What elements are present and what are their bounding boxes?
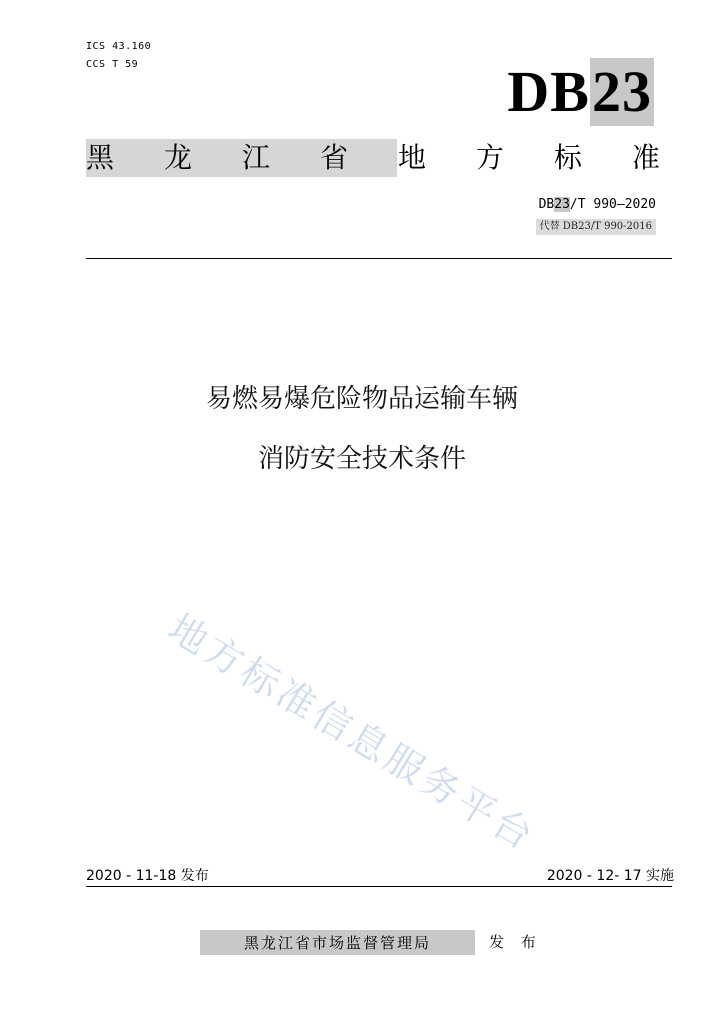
db-logo	[507, 58, 654, 126]
ccs-code: CCS T 59	[86, 59, 139, 70]
standard-type-char: 省	[319, 141, 348, 174]
standard-type-char: 江	[241, 141, 270, 174]
footer-divider	[86, 886, 672, 887]
standard-number-province: 23	[554, 197, 570, 212]
logo-number: 23	[592, 59, 652, 124]
classification-codes	[86, 38, 151, 74]
standard-type-text	[86, 139, 660, 177]
implement-date: 2020 - 12- 17 实施	[546, 868, 674, 884]
document-title-line2: 消防安全技术条件	[257, 444, 466, 474]
replaces-note: 代替 DB23/T 990-2016	[536, 219, 656, 235]
issue-label: 发 布	[489, 933, 542, 951]
standard-type-char: 方	[475, 141, 504, 174]
standard-type-char: 地	[397, 141, 426, 174]
standard-number	[539, 196, 656, 214]
issuing-authority: 黑龙江省市场监督管理局	[200, 930, 475, 955]
standard-type-banner	[86, 139, 660, 177]
document-title-line1: 易燃易爆危险物品运输车辆	[205, 384, 518, 414]
standard-type-char: 黑	[86, 141, 115, 174]
standard-number-suffix: /T 990—2020	[569, 197, 656, 212]
standard-type-char: 准	[631, 141, 660, 174]
standard-number-prefix: DB	[538, 197, 555, 212]
watermark-text: 地方标准信息服务平台	[160, 605, 544, 860]
publish-date: 2020 - 11-18 发布	[86, 868, 209, 884]
standard-type-char: 龙	[163, 141, 192, 174]
header-divider	[86, 258, 672, 259]
logo-prefix: DB	[507, 59, 590, 124]
standard-type-char: 标	[553, 141, 582, 174]
ics-code: ICS 43.160	[86, 41, 152, 52]
